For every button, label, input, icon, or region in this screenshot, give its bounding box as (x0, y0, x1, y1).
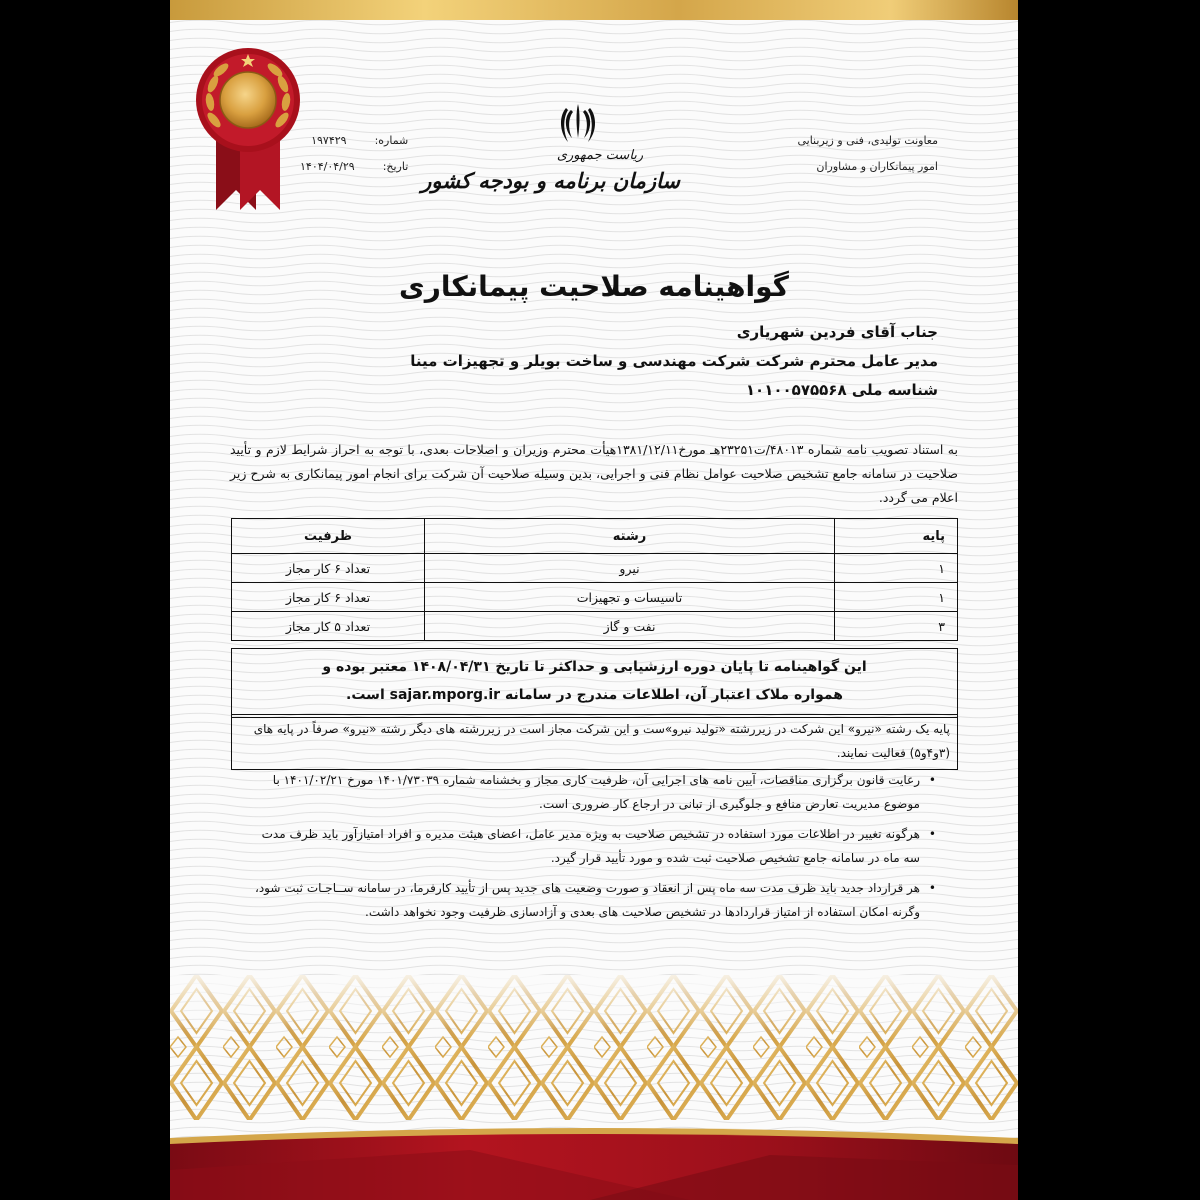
department-line-2: امور پیمانکاران و مشاوران (816, 160, 938, 173)
recipient-block (410, 318, 938, 405)
certificate-page (170, 0, 1018, 1200)
number-label: شماره: (374, 134, 409, 147)
list-item (250, 876, 944, 924)
conditions-list (250, 768, 944, 930)
award-medal-ribbon-icon (188, 40, 308, 220)
header-field: رشته (425, 519, 835, 554)
header-base: پایه (835, 519, 958, 554)
list-item-text: هر قرارداد جدید باید ظرف مدت سه ماه پس از انعقاد و صورت وضعیت های جدید پس از تأیید کارفرما، در سامانه ســاجـات ثبت شود، وگرنه امکان استفاده از امتیاز قراردادها در تشخیص صلاحیت های بعدی و آزادسازی ظرفیت وجود نخواهد داشت. (254, 881, 920, 919)
list-item (250, 822, 944, 870)
red-bottom-band (170, 1120, 1018, 1200)
table-header-row (232, 519, 958, 554)
row-capacity: تعداد ۶ کار مجاز (232, 583, 425, 612)
recipient-name: جناب آقای فردین شهریاری (736, 323, 938, 341)
intro-paragraph: به استناد تصویب نامه شماره ۴۸۰۱۳/ت۲۳۲۵۱هـ مورخ۱۳۸۱/۱۲/۱۱هیأت محترم وزیران و اصلاحات بعدی، با توجه به احراز شرایط لازم و تأیید صلاحیت در سامانه جامع تشخیص صلاحیت عوامل نظام فنی و اجرایی، بدین وسیله صلاحیت آن شرکت برای انجام امور پیمانکاری به شرح زیر اعلام می گردد. (230, 442, 958, 505)
row-capacity: تعداد ۶ کار مجاز (232, 554, 425, 583)
list-item-text: هرگونه تغییر در اطلاعات مورد استفاده در تشخیص صلاحیت به ویژه مدیر عامل، اعضای هیئت مدیره و افراد امتیازآور باید ظرف مدت سه ماه در سامانه جامع تشخیص صلاحیت ثبت شده و مورد تأیید قرار گیرد. (261, 827, 920, 865)
letter-reference (300, 128, 408, 180)
bullet-marker: • (928, 881, 936, 895)
list-item (250, 768, 944, 816)
table-row (232, 612, 958, 641)
department-info (797, 128, 938, 180)
national-id: شناسه ملی ۱۰۱۰۰۵۷۵۵۶۸ (745, 381, 938, 399)
table-row (232, 583, 958, 612)
row-field: تاسیسات و تجهیزات (425, 583, 835, 612)
field-note: پایه یک رشته «نیرو» این شرکت در زیررشته «تولید نیرو»ست و این شرکت مجاز است در زیررشته های دیگر رشته «نیرو» صرفاً در پایه های (۳و۴و۵) فعالیت نمایند. (231, 714, 958, 770)
number-value: ۱۹۷۴۲۹ (311, 134, 347, 147)
row-field: نفت و گاز (425, 612, 835, 641)
date-label: تاریخ: (382, 160, 409, 173)
certificate-title: گواهینامه صلاحیت پیمانکاری (399, 270, 789, 303)
row-base: ۳ (835, 612, 958, 641)
recipient-position: مدیر عامل محترم شرکت شرکت مهندسی و ساخت بویلر و تجهیزات مینا (410, 352, 938, 370)
org-subtitle: ریاست جمهوری (556, 148, 644, 163)
validity-line-2: همواره ملاک اعتبار آن، اطلاعات مندرج در سامانه sajar.mporg.ir است. (346, 687, 843, 703)
iran-emblem-icon (558, 102, 598, 144)
row-capacity: تعداد ۵ کار مجاز (232, 612, 425, 641)
row-field: نیرو (425, 554, 835, 583)
validity-line-1: این گواهینامه تا پایان دوره ارزشیابی و حداکثر تا تاریخ ۱۴۰۸/۰۴/۳۱ معتبر بوده و (322, 659, 867, 675)
qualification-table (231, 518, 958, 641)
list-item-text: رعایت قانون برگزاری مناقصات، آیین نامه های اجرایی آن، ظرفیت کاری مجاز و بخشنامه شماره ۱۴۰۱/۷۳۰۳۹ مورخ ۱۴۰۱/۰۲/۲۱ با موضوع مدیریت تعارض منافع و جلوگیری از تبانی در ارجاع کار ضروری است. (272, 773, 920, 811)
validity-statement (231, 648, 958, 718)
row-base: ۱ (835, 583, 958, 612)
department-line-1: معاونت تولیدی، فنی و زیربنایی (797, 134, 938, 147)
date-value: ۱۴۰۴/۰۴/۲۹ (300, 160, 355, 173)
header-capacity: ظرفیت (232, 519, 425, 554)
bullet-marker: • (928, 827, 936, 841)
gold-top-border (170, 0, 1018, 20)
row-base: ۱ (835, 554, 958, 583)
bullet-marker: • (928, 773, 936, 787)
gold-diamond-pattern (170, 975, 1018, 1120)
org-name: سازمان برنامه و بودجه کشور (421, 168, 680, 193)
table-row (232, 554, 958, 583)
